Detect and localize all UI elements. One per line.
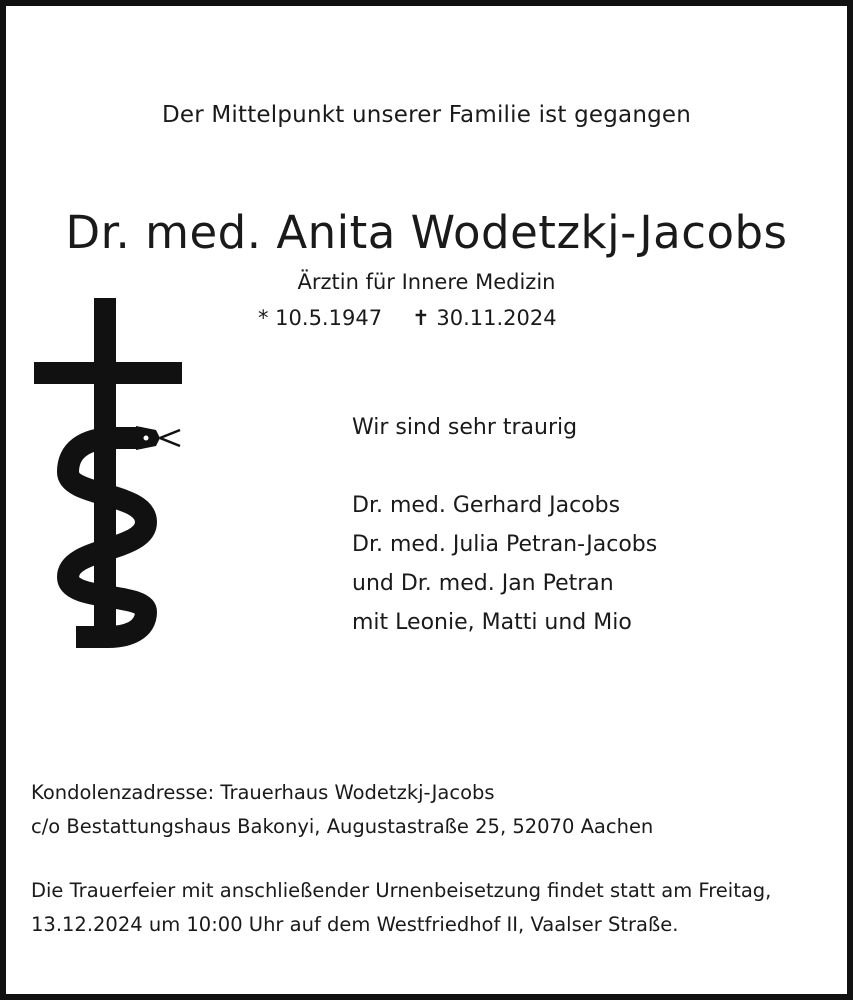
condolence-line: c/o Bestattungshaus Bakonyi, Augustastraße 25, 52070 Aachen — [31, 815, 654, 838]
mourner-name: Dr. med. Julia Petran-Jacobs — [352, 532, 658, 557]
deceased-name: Dr. med. Anita Wodetzkj-Jacobs — [65, 206, 788, 259]
headline: Der Mittelpunkt unserer Familie ist gegangen — [161, 102, 692, 128]
ceremony-info: Die Trauerfeier mit anschließender Urnenbeisetzung findet statt am Freitag, 13.12.2024 um 10:00 Uhr auf dem Westfriedhof II, Vaalser Straße. — [31, 879, 772, 936]
death-date: 30.11.2024 — [436, 306, 557, 330]
profession: Ärztin für Innere Medizin — [297, 270, 556, 294]
mourners-block — [352, 408, 657, 642]
birth-date: * 10.5.1947 — [258, 306, 383, 330]
dagger-icon: ✝ — [412, 306, 430, 330]
mourner-name: und Dr. med. Jan Petran — [352, 571, 614, 596]
life-dates — [258, 306, 557, 330]
mourner-name: Dr. med. Gerhard Jacobs — [352, 493, 621, 518]
condolence-line: Kondolenzadresse: Trauerhaus Wodetzkj-Jacobs — [31, 781, 495, 804]
condolence-address — [31, 776, 653, 844]
mourner-name: mit Leonie, Matti und Mio — [352, 610, 632, 635]
cross-with-serpent-icon — [28, 292, 188, 662]
mourners-intro: Wir sind sehr traurig — [352, 415, 578, 440]
